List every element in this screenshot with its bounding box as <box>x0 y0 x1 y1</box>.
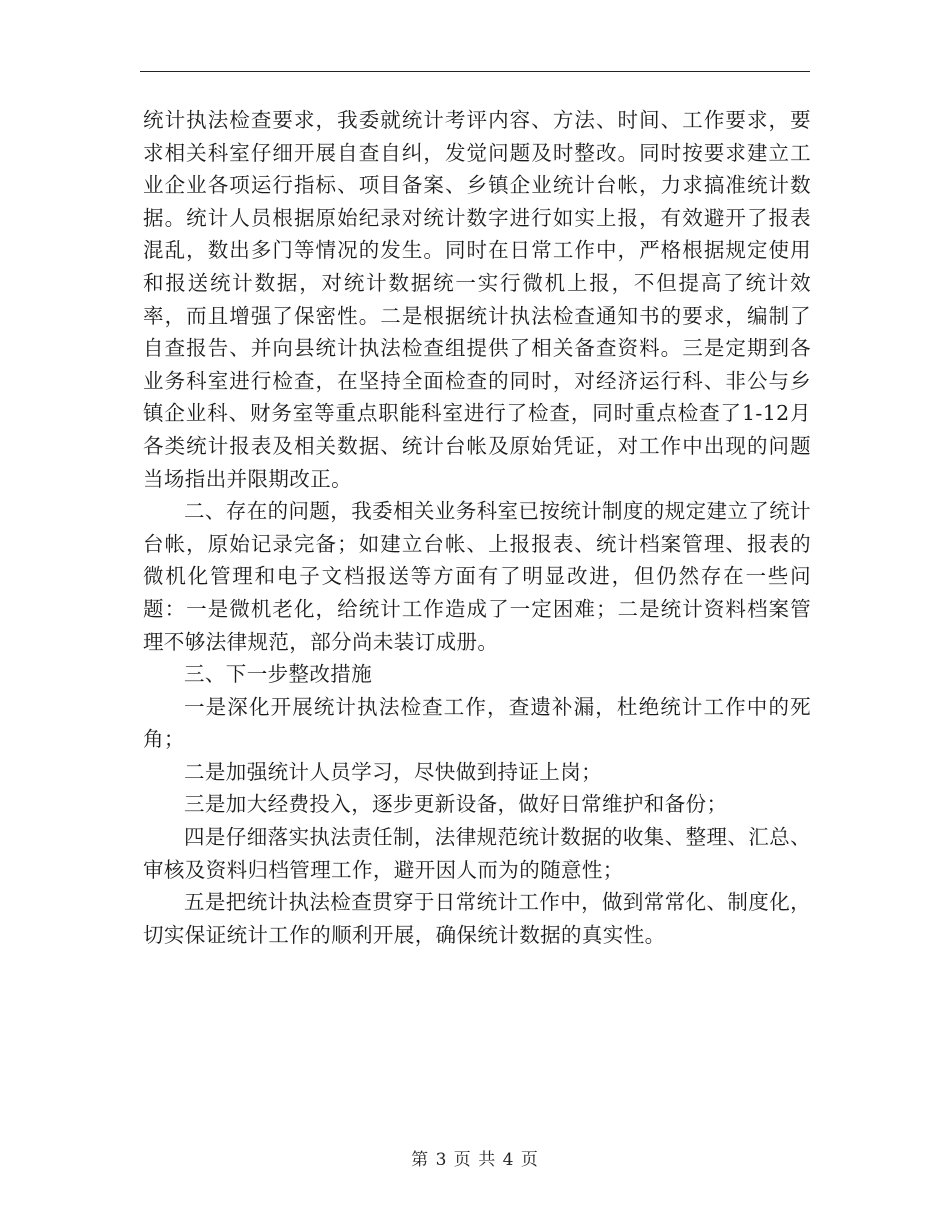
section-heading-3: 三、下一步整改措施 <box>184 662 373 687</box>
document-body <box>143 104 811 951</box>
paragraph-2: 二、存在的问题，我委相关业务科室已按统计制度的规定建立了统计台帐，原始记录完备；如建立台帐、上报报表、统计档案管理、报表的微机化管理和电子文档报送等方面有了明显改进，但仍然存在一些问题：一是微机老化，给统计工作造成了一定困难；二是统计资料档案管理不够法律规范，部分尚未装订成册。 <box>143 499 811 654</box>
page-number-footer: 第 3 页 共 4 页 <box>411 1150 539 1170</box>
measure-item-3: 三是加大经费投入，逐步更新设备，做好日常维护和备份； <box>184 792 728 817</box>
measure-item-4: 四是仔细落实执法责任制，法律规范统计数据的收集、整理、汇总、审核及资料归档管理工作，避开因人而为的随意性； <box>143 825 811 882</box>
measure-item-5: 五是把统计执法检查贯穿于日常统计工作中，做到常常化、制度化，切实保证统计工作的顺利开展，确保统计数据的真实性。 <box>143 890 811 947</box>
paragraph-1: 统计执法检查要求，我委就统计考评内容、方法、时间、工作要求，要求相关科室仔细开展自查自纠，发觉问题及时整改。同时按要求建立工业企业各项运行指标、项目备案、乡镇企业统计台帐，力求搞准统计数据。统计人员根据原始纪录对统计数字进行如实上报，有效避开了报表混乱，数出多门等情况的发生。同时在日常工作中，严格根据规定使用和报送统计数据，对统计数据统一实行微机上报，不但提高了统计效率，而且增强了保密性。二是根据统计执法检查通知书的要求，编制了自查报告、并向县统计执法检查组提供了相关备查资料。三是定期到各业务科室进行检查，在坚持全面检查的同时，对经济运行科、非公与乡镇企业科、财务室等重点职能科室进行了检查，同时重点检查了1-12月各类统计报表及相关数据、统计台帐及原始凭证，对工作中出现的问题当场指出并限期改正。 <box>143 108 811 491</box>
measure-item-1: 一是深化开展统计执法检查工作，查遗补漏，杜绝统计工作中的死角； <box>143 694 811 752</box>
measure-item-2: 二是加强统计人员学习，尽快做到持证上岗； <box>184 759 602 784</box>
header-rule <box>140 71 810 72</box>
